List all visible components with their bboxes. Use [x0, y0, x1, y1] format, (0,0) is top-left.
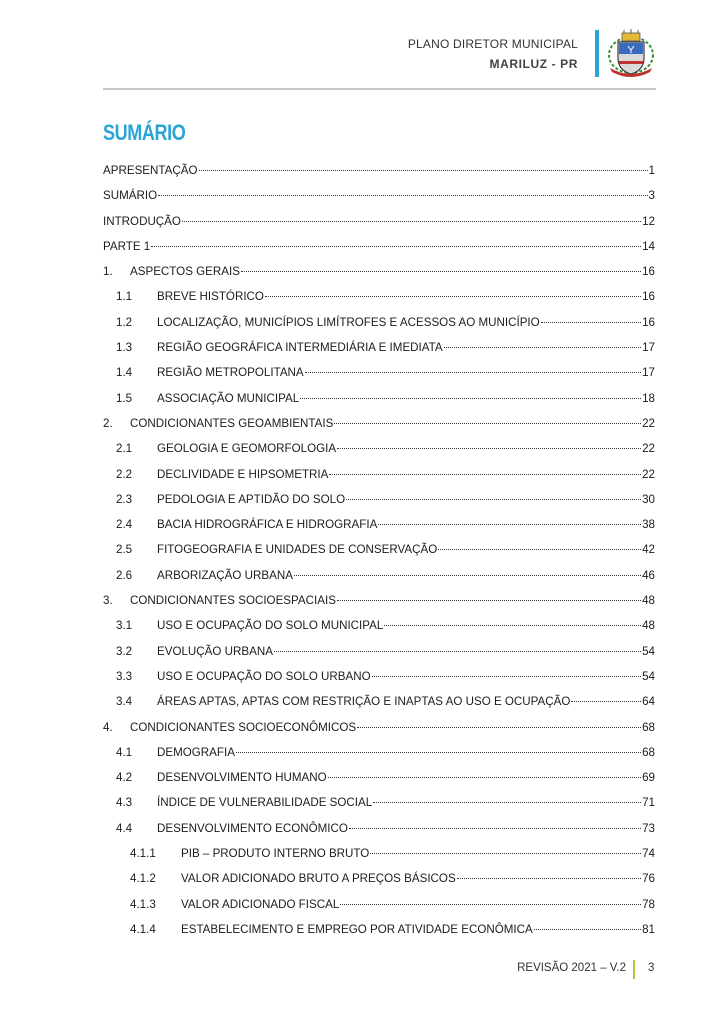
toc-dot-leader	[151, 246, 641, 247]
toc-entry-number: 4.1	[116, 745, 133, 759]
toc-entry-title: INTRODUÇÃO	[103, 214, 181, 228]
toc-entry-title: REGIÃO METROPOLITANA	[157, 366, 304, 380]
toc-entry-title: LOCALIZAÇÃO, MUNICÍPIOS LIMÍTROFES E ACESSOS AO MUNICÍPIO	[157, 315, 540, 329]
toc-entry-page: 3	[648, 189, 655, 203]
toc-entry-title: SUMÁRIO	[103, 189, 158, 203]
toc-entry-page: 74	[642, 847, 655, 861]
toc-entry-page: 17	[642, 366, 655, 380]
toc-entry-number: 4.1.4	[130, 922, 156, 936]
toc-dot-leader	[300, 398, 641, 399]
toc-entry-page: 68	[642, 745, 655, 759]
toc-entry-number: 2.3	[116, 492, 133, 506]
toc-entry-number: 3.3	[116, 669, 133, 683]
footer-divider	[633, 960, 635, 979]
toc-entry[interactable]	[103, 771, 655, 796]
toc-entry-title: USO E OCUPAÇÃO DO SOLO MUNICIPAL	[157, 619, 384, 633]
toc-entry-number: 4.3	[116, 796, 133, 810]
toc-dot-leader	[357, 727, 641, 728]
toc-dot-leader	[571, 701, 641, 702]
toc-dot-leader	[329, 474, 641, 475]
toc-entry-page: 54	[642, 644, 655, 658]
toc-entry-title: ASSOCIAÇÃO MUNICIPAL	[157, 391, 300, 405]
toc-entry[interactable]	[103, 543, 655, 568]
toc-entry-page: 22	[642, 416, 655, 430]
toc-entry-page: 16	[642, 315, 655, 329]
toc-entry-page: 46	[642, 568, 655, 582]
toc-entry[interactable]	[103, 923, 655, 948]
toc-entry-title: ASPECTOS GERAIS	[130, 265, 240, 279]
toc-entry-title: ÁREAS APTAS, APTAS COM RESTRIÇÃO E INAPTAS AO USO E OCUPAÇÃO	[157, 695, 571, 709]
toc-entry-title: DEMOGRAFIA	[157, 745, 235, 759]
toc-entry-title: CONDICIONANTES SOCIOECONÔMICOS	[130, 720, 357, 734]
toc-dot-leader	[337, 448, 641, 449]
toc-entry-page: 17	[642, 341, 655, 355]
toc-entry-title: BACIA HIDROGRÁFICA E HIDROGRAFIA	[157, 518, 378, 532]
toc-entry[interactable]	[103, 721, 655, 746]
toc-dot-leader	[349, 828, 641, 829]
toc-entry[interactable]	[103, 240, 655, 265]
toc-entry[interactable]	[103, 265, 655, 290]
toc-dot-leader	[265, 296, 641, 297]
toc-entry[interactable]	[103, 746, 655, 771]
toc-entry[interactable]	[103, 872, 655, 897]
toc-entry-title: GEOLOGIA E GEOMORFOLOGIA	[157, 442, 337, 456]
toc-entry-title: PIB – PRODUTO INTERNO BRUTO	[181, 847, 370, 861]
toc-entry-number: 1.4	[116, 366, 133, 380]
toc-entry-title: PARTE 1	[103, 239, 151, 253]
toc-entry-number: 2.2	[116, 467, 133, 481]
toc-entry[interactable]	[103, 366, 655, 391]
toc-entry-number: 3.2	[116, 644, 133, 658]
toc-entry-page: 48	[642, 619, 655, 633]
toc-dot-leader	[340, 904, 641, 905]
toc-entry[interactable]	[103, 189, 655, 214]
toc-entry[interactable]	[103, 417, 655, 442]
toc-entry-page: 16	[642, 290, 655, 304]
toc-dot-leader	[457, 878, 641, 879]
toc-entry-title: EVOLUÇÃO URBANA	[157, 644, 273, 658]
toc-dot-leader	[438, 549, 641, 550]
toc-entry-number: 1.1	[116, 290, 133, 304]
toc-dot-leader	[337, 600, 641, 601]
toc-entry-number: 3.1	[116, 619, 133, 633]
toc-entry-page: 1	[648, 164, 655, 177]
toc-dot-leader	[372, 676, 641, 677]
toc-entry[interactable]	[103, 645, 655, 670]
toc-entry-title: BREVE HISTÓRICO	[157, 290, 264, 304]
toc-entry-page: 81	[642, 922, 655, 936]
toc-entry-title: ESTABELECIMENTO E EMPREGO POR ATIVIDADE ECONÔMICA	[181, 922, 533, 936]
toc-entry[interactable]	[103, 215, 655, 240]
table-of-contents	[103, 164, 655, 948]
toc-entry-page: 22	[642, 442, 655, 456]
toc-entry-number: 2.1	[116, 442, 133, 456]
toc-entry[interactable]	[103, 392, 655, 417]
toc-entry-page: 64	[642, 695, 655, 709]
toc-entry-title: DESENVOLVIMENTO HUMANO	[157, 771, 327, 785]
toc-entry-title: PEDOLOGIA E APTIDÃO DO SOLO	[157, 492, 346, 506]
toc-entry-title: APRESENTAÇÃO	[103, 164, 198, 177]
toc-dot-leader	[373, 802, 641, 803]
toc-entry-title: CONDICIONANTES GEOAMBIENTAIS	[130, 416, 334, 430]
footer-page-number: 3	[648, 962, 655, 974]
toc-dot-leader	[334, 423, 641, 424]
toc-dot-leader	[346, 499, 641, 500]
toc-entry-title: ÍNDICE DE VULNERABILIDADE SOCIAL	[157, 796, 373, 810]
toc-dot-leader	[328, 777, 641, 778]
toc-entry-title: VALOR ADICIONADO FISCAL	[181, 897, 340, 911]
page-title: SUMÁRIO	[103, 120, 186, 145]
toc-entry-title: FITOGEOGRAFIA E UNIDADES DE CONSERVAÇÃO	[157, 543, 438, 557]
toc-entry-number: 2.6	[116, 568, 133, 582]
toc-entry[interactable]	[103, 316, 655, 341]
toc-entry-page: 22	[642, 467, 655, 481]
toc-entry-number: 4.1.1	[130, 847, 156, 861]
toc-entry-page: 69	[642, 771, 655, 785]
header-subtitle: MARILUZ - PR	[489, 57, 578, 71]
toc-entry-page: 18	[642, 391, 655, 405]
toc-entry[interactable]	[103, 847, 655, 872]
toc-entry[interactable]	[103, 670, 655, 695]
header-accent-bar	[595, 30, 599, 77]
toc-entry[interactable]	[103, 468, 655, 493]
toc-entry-page: 71	[642, 796, 655, 810]
toc-entry-number: 2.5	[116, 543, 133, 557]
toc-entry[interactable]	[103, 822, 655, 847]
toc-entry[interactable]	[103, 594, 655, 619]
toc-entry-title: VALOR ADICIONADO BRUTO A PREÇOS BÁSICOS	[181, 872, 456, 886]
toc-entry-title: DECLIVIDADE E HIPSOMETRIA	[157, 467, 329, 481]
toc-entry-number: 3.	[103, 594, 113, 608]
toc-entry-page: 16	[642, 265, 655, 279]
toc-entry-title: CONDICIONANTES SOCIOESPACIAIS	[130, 594, 336, 608]
toc-entry[interactable]	[103, 796, 655, 821]
toc-dot-leader	[378, 524, 641, 525]
toc-entry-number: 3.4	[116, 695, 133, 709]
toc-entry[interactable]	[103, 518, 655, 543]
toc-entry-title: USO E OCUPAÇÃO DO SOLO URBANO	[157, 669, 371, 683]
toc-entry-page: 73	[642, 821, 655, 835]
header-title: PLANO DIRETOR MUNICIPAL	[407, 37, 578, 51]
toc-entry-page: 76	[642, 872, 655, 886]
footer-revision: REVISÃO 2021 – V.2	[517, 962, 626, 974]
toc-entry[interactable]	[103, 898, 655, 923]
toc-entry-number: 1.5	[116, 391, 133, 405]
toc-dot-leader	[384, 625, 641, 626]
toc-dot-leader	[444, 347, 642, 348]
toc-dot-leader	[182, 221, 641, 222]
toc-entry-number: 4.	[103, 720, 113, 734]
toc-entry[interactable]	[103, 290, 655, 315]
toc-entry-number: 4.1.3	[130, 897, 156, 911]
toc-entry-number: 1.3	[116, 341, 133, 355]
toc-entry-page: 54	[642, 669, 655, 683]
toc-entry-number: 2.4	[116, 518, 133, 532]
toc-entry-page: 14	[642, 239, 655, 253]
toc-entry[interactable]	[103, 341, 655, 366]
toc-entry-page: 38	[642, 518, 655, 532]
toc-entry-number: 1.2	[116, 315, 133, 329]
toc-dot-leader	[534, 929, 641, 930]
toc-dot-leader	[305, 372, 641, 373]
toc-dot-leader	[241, 271, 641, 272]
toc-entry-number: 4.2	[116, 771, 133, 785]
toc-dot-leader	[158, 195, 647, 196]
toc-dot-leader	[199, 170, 648, 171]
toc-entry[interactable]	[103, 164, 655, 189]
toc-entry-page: 78	[642, 897, 655, 911]
toc-entry-page: 12	[642, 214, 655, 228]
toc-entry-page: 48	[642, 594, 655, 608]
toc-entry[interactable]	[103, 619, 655, 644]
coat-of-arms-icon	[606, 28, 656, 78]
toc-entry-page: 42	[642, 543, 655, 557]
toc-entry-number: 4.4	[116, 821, 133, 835]
toc-dot-leader	[236, 752, 641, 753]
toc-entry-page: 68	[642, 720, 655, 734]
toc-entry-title: ARBORIZAÇÃO URBANA	[157, 568, 293, 582]
toc-entry-number: 2.	[103, 416, 113, 430]
toc-entry-title: DESENVOLVIMENTO ECONÔMICO	[157, 821, 348, 835]
toc-dot-leader	[541, 322, 641, 323]
toc-dot-leader	[274, 651, 641, 652]
toc-entry[interactable]	[103, 695, 655, 720]
toc-entry-page: 30	[642, 492, 655, 506]
toc-entry-number: 1.	[103, 265, 113, 279]
toc-entry[interactable]	[103, 442, 655, 467]
toc-entry[interactable]	[103, 569, 655, 594]
toc-entry[interactable]	[103, 493, 655, 518]
toc-dot-leader	[370, 853, 641, 854]
toc-entry-title: REGIÃO GEOGRÁFICA INTERMEDIÁRIA E IMEDIATA	[157, 341, 443, 355]
toc-entry-number: 4.1.2	[130, 872, 156, 886]
toc-dot-leader	[294, 575, 641, 576]
header-divider	[103, 88, 656, 90]
